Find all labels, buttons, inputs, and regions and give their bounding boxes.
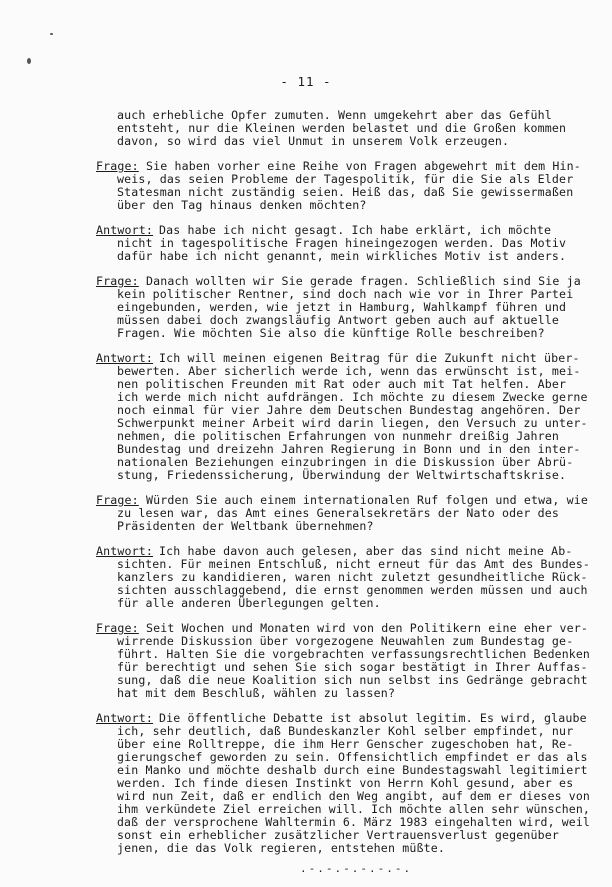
text-line: zu lesen war, das Amt eines Generalsekretärs der Nato oder des (117, 506, 560, 520)
text-line: für berechtigt und sehen Sie sich sogar bestätigt in Ihrer Auffas- (117, 660, 588, 674)
text-line: Sie haben vorher eine Reihe von Fragen abgewehrt mit dem Hin- (146, 159, 581, 173)
text-line: daß der versprochene Wahltermin 6. März 1983 eingehalten wird, weil (117, 815, 590, 829)
text-line: kein politischer Rentner, sind doch nach wie vor in Ihrer Partei (117, 287, 574, 301)
text-line: sichten. Für meinen Entschluß, nicht erneut für das Amt des Bundes- (117, 557, 590, 571)
text-line: dafür habe ich nicht genannt, mein wirkliches Motiv ist anders. (117, 249, 567, 263)
text-line: davon, so wird das viel Unmut in unserem Volk erzeugen. (117, 134, 510, 148)
text-line: wirrende Diskussion über vorgezogene Neuwahlen zum Bundestag ge- (117, 634, 574, 648)
text-line: gierungschef geworden zu sein. Offensichtlich empfindet er das als (117, 750, 588, 764)
text-line: Das habe ich nicht gesagt. Ich habe erklärt, ich möchte (159, 223, 552, 237)
text-line: Statesman nicht zuständig seien. Heiß das, daß Sie gewissermaßen (117, 185, 574, 199)
page-number: - 11 - (280, 74, 332, 89)
speaker-label: Frage: (96, 493, 139, 507)
text-line: nen politischen Freunden mit Rat oder auch mit Tat helfen. Aber (117, 377, 567, 391)
text-line: Bundestag und dreizehn Jahren Regierung in Bonn und in den inter- (117, 442, 581, 456)
text-line: auch erhebliche Opfer zumuten. Wenn umgekehrt aber das Gefühl (117, 108, 552, 122)
text-line: Ich will meinen eigenen Beitrag für die Zukunft nicht über- (159, 351, 580, 365)
text-line: für alle anderen Überlegungen gelten. (117, 596, 381, 610)
text-line: nationalen Beziehungen einzubringen in die Diskussion über Abrü- (117, 455, 574, 469)
text-line: müssen dabei doch zwangsläufig Antwort geben auch auf aktuelle (117, 313, 560, 327)
speaker-label: Antwort: (96, 351, 154, 365)
text-line: ich, sehr deutlich, daß Bundeskanzler Kohl selber empfindet, nur (117, 724, 574, 738)
end-mark: .-.-.-.-.-.-. (300, 862, 413, 875)
text-line: kanzlers zu kandidieren, waren nicht zuletzt gesundheitliche Rück- (117, 570, 588, 584)
speaker-label: Antwort: (96, 223, 154, 237)
speaker-label: Frage: (96, 621, 139, 635)
text-line: ein Manko und möchte deshalb durch eine Bundestagswahl legitimiert (117, 763, 588, 777)
text-line: sung, daß die neue Koalition sich nun selbst ins Gedränge gebracht (117, 673, 588, 687)
speaker-label: Antwort: (96, 544, 154, 558)
text-line: Präsidenten der Weltbank übernehmen? (117, 519, 374, 533)
text-line: weis, das seien Probleme der Tagespolitik, für die Sie als Elder (117, 172, 574, 186)
text-line: Danach wollten wir Sie gerade fragen. Schließlich sind Sie ja (146, 274, 581, 288)
text-line: nicht in tagespolitische Fragen hineingezogen werden. Das Motiv (117, 236, 567, 250)
text-line: Ich habe davon auch gelesen, aber das sind nicht meine Ab- (159, 544, 573, 558)
speaker-label: Frage: (96, 274, 139, 288)
text-line: Seit Wochen und Monaten wird von den Politikern eine eher ver- (146, 621, 589, 635)
text-line: eingebunden, werden, wie jetzt in Hamburg, Wahlkampf führen und (117, 300, 567, 314)
text-line: hat mit dem Beschluß, wählen zu lassen? (117, 686, 396, 700)
text-line: stung, Friedenssicherung, Überwindung der Weltwirtschaftskrise. (117, 468, 567, 482)
text-line: sichten ausschlaggebend, die ernst genommen werden müssen und auch (117, 583, 588, 597)
text-line: noch einmal für vier Jahre dem Deutschen Bundestag angehören. Der (117, 403, 581, 417)
text-line: Fragen. Wie möchten Sie also die künftige Rolle beschreiben? (117, 326, 545, 340)
text-line: Schwerpunkt meiner Arbeit wird darin liegen, den Versuch zu unter- (117, 416, 588, 430)
text-line: über den Tag hinaus denken möchten? (117, 198, 367, 212)
text-line: nehmen, die politischen Erfahrungen von nunmehr dreißig Jahren (117, 429, 560, 443)
scan-speck (27, 58, 31, 64)
text-line: über eine Rolltreppe, die ihm Herr Genscher zugeschoben hat, Re- (117, 737, 574, 751)
text-line: ich werde mich nicht aufdrängen. Ich möchte zu diesem Zwecke gerne (117, 390, 588, 404)
text-line: Würden Sie auch einem internationalen Ruf folgen und etwa, wie (146, 493, 589, 507)
text-line: ihm verkündete Ziel erreichen will. Ich möchte allen sehr wünschen, (117, 802, 590, 816)
text-line: werden. Ich finde diesen Instinkt von Herrn Kohl gesund, aber es (117, 776, 574, 790)
text-line: bewerten. Aber sicherlich werde ich, wenn das erwünscht ist, mei- (117, 364, 581, 378)
speaker-label: Frage: (96, 159, 139, 173)
text-line: führt. Halten Sie die vorgebrachten verfassungsrechtlichen Bedenken (117, 647, 590, 661)
speaker-label: Antwort: (96, 711, 154, 725)
text-line: wird nun Zeit, daß er endlich den Weg angibt, auf dem er dieses von (117, 789, 590, 803)
scan-speck (50, 33, 53, 35)
text-line: Die öffentliche Debatte ist absolut legitim. Es wird, glaube (159, 711, 587, 725)
text-line: sonst ein erheblicher zusätzlicher Vertrauensverlust gegenüber (117, 828, 560, 842)
text-line: jenen, die das Volk regieren, entstehen müßte. (117, 841, 445, 855)
text-line: entsteht, nur die Kleinen werden belastet und die Großen kommen (117, 121, 567, 135)
